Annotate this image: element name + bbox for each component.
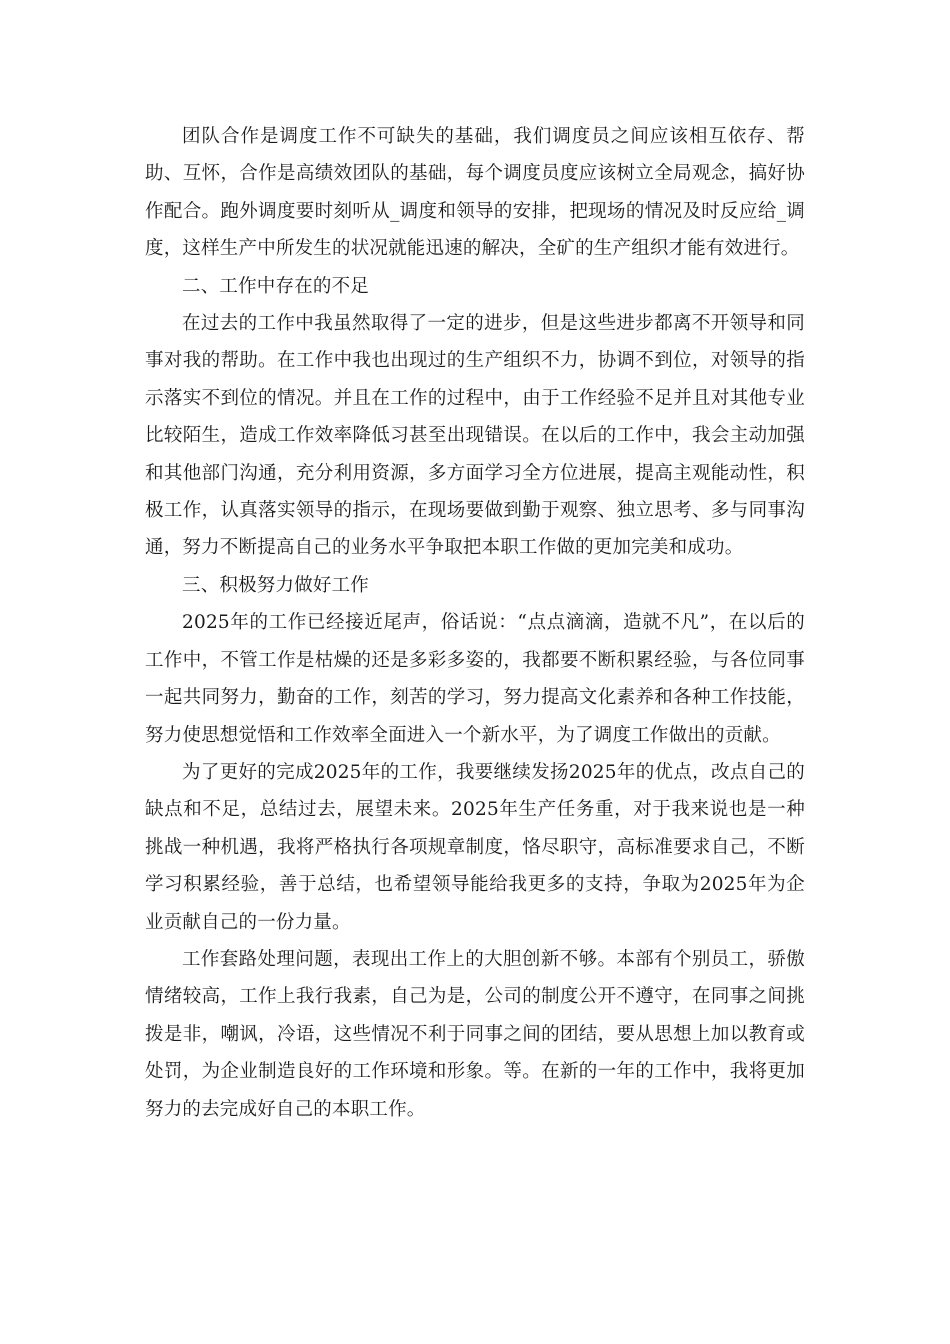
document-body bbox=[145, 118, 805, 1128]
section-heading-efforts: 三、积极努力做好工作 bbox=[182, 574, 370, 596]
paragraph-shortcomings: 在过去的工作中我虽然取得了一定的进步，但是这些进步都离不开领导和同事对我的帮助。在工作中我也出现过的生产组织不力，协调不到位，对领导的指示落实不到位的情况。并且在工作的过程中，由于工作经验不足并且对其他专业比较陌生，造成工作效率降低习甚至出现错误。在以后的工作中，我会主动加强和其他部门沟通，充分利用资源，多方面学习全方位进展，提高主观能动性，积极工作，认真落实领导的指示，在现场要做到勤于观察、独立思考、多与同事沟通，努力不断提高自己的业务水平争取把本职工作做的更加完美和成功。 bbox=[145, 313, 805, 559]
paragraph-efforts: 2025年的工作已经接近尾声，俗话说：“点点滴滴，造就不凡”，在以后的工作中，不管工作是枯燥的还是多彩多姿的，我都要不断积累经验，与各位同事一起共同努力，勤奋的工作，刻苦的学习，努力提高文化素养和各种工作技能，努力使思想觉悟和工作效率全面进入一个新水平，为了调度工作做出的贡献。 bbox=[145, 612, 805, 746]
paragraph-issues: 工作套路处理问题，表现出工作上的大胆创新不够。本部有个别员工，骄傲情绪较高，工作上我行我素，自己为是，公司的制度公开不遵守，在同事之间挑拨是非，嘲讽，冷语，这些情况不利于同事之间的团结，要从思想上加以教育或处罚，为企业制造良好的工作环境和形象。等。在新的一年的工作中，我将更加努力的去完成好自己的本职工作。 bbox=[145, 948, 805, 1120]
paragraph-future-plan: 为了更好的完成2025年的工作，我要继续发扬2025年的优点，改点自己的缺点和不足，总结过去，展望未来。2025年生产任务重，对于我来说也是一种挑战一种机遇，我将严格执行各项规章制度，恪尽职守，高标准要求自己，不断学习积累经验，善于总结，也希望领导能给我更多的支持，争取为2025年为企业贡献自己的一份力量。 bbox=[145, 761, 805, 933]
section-heading-shortcomings: 二、工作中存在的不足 bbox=[182, 275, 370, 297]
paragraph-teamwork: 团队合作是调度工作不可缺失的基础，我们调度员之间应该相互依存、帮助、互怀，合作是高绩效团队的基础，每个调度员度应该树立全局观念，搞好协作配合。跑外调度要时刻听从_调度和领导的安排，把现场的情况及时反应给_调度，这样生产中所发生的状况就能迅速的解决，全矿的生产组织才能有效进行。 bbox=[145, 126, 805, 260]
